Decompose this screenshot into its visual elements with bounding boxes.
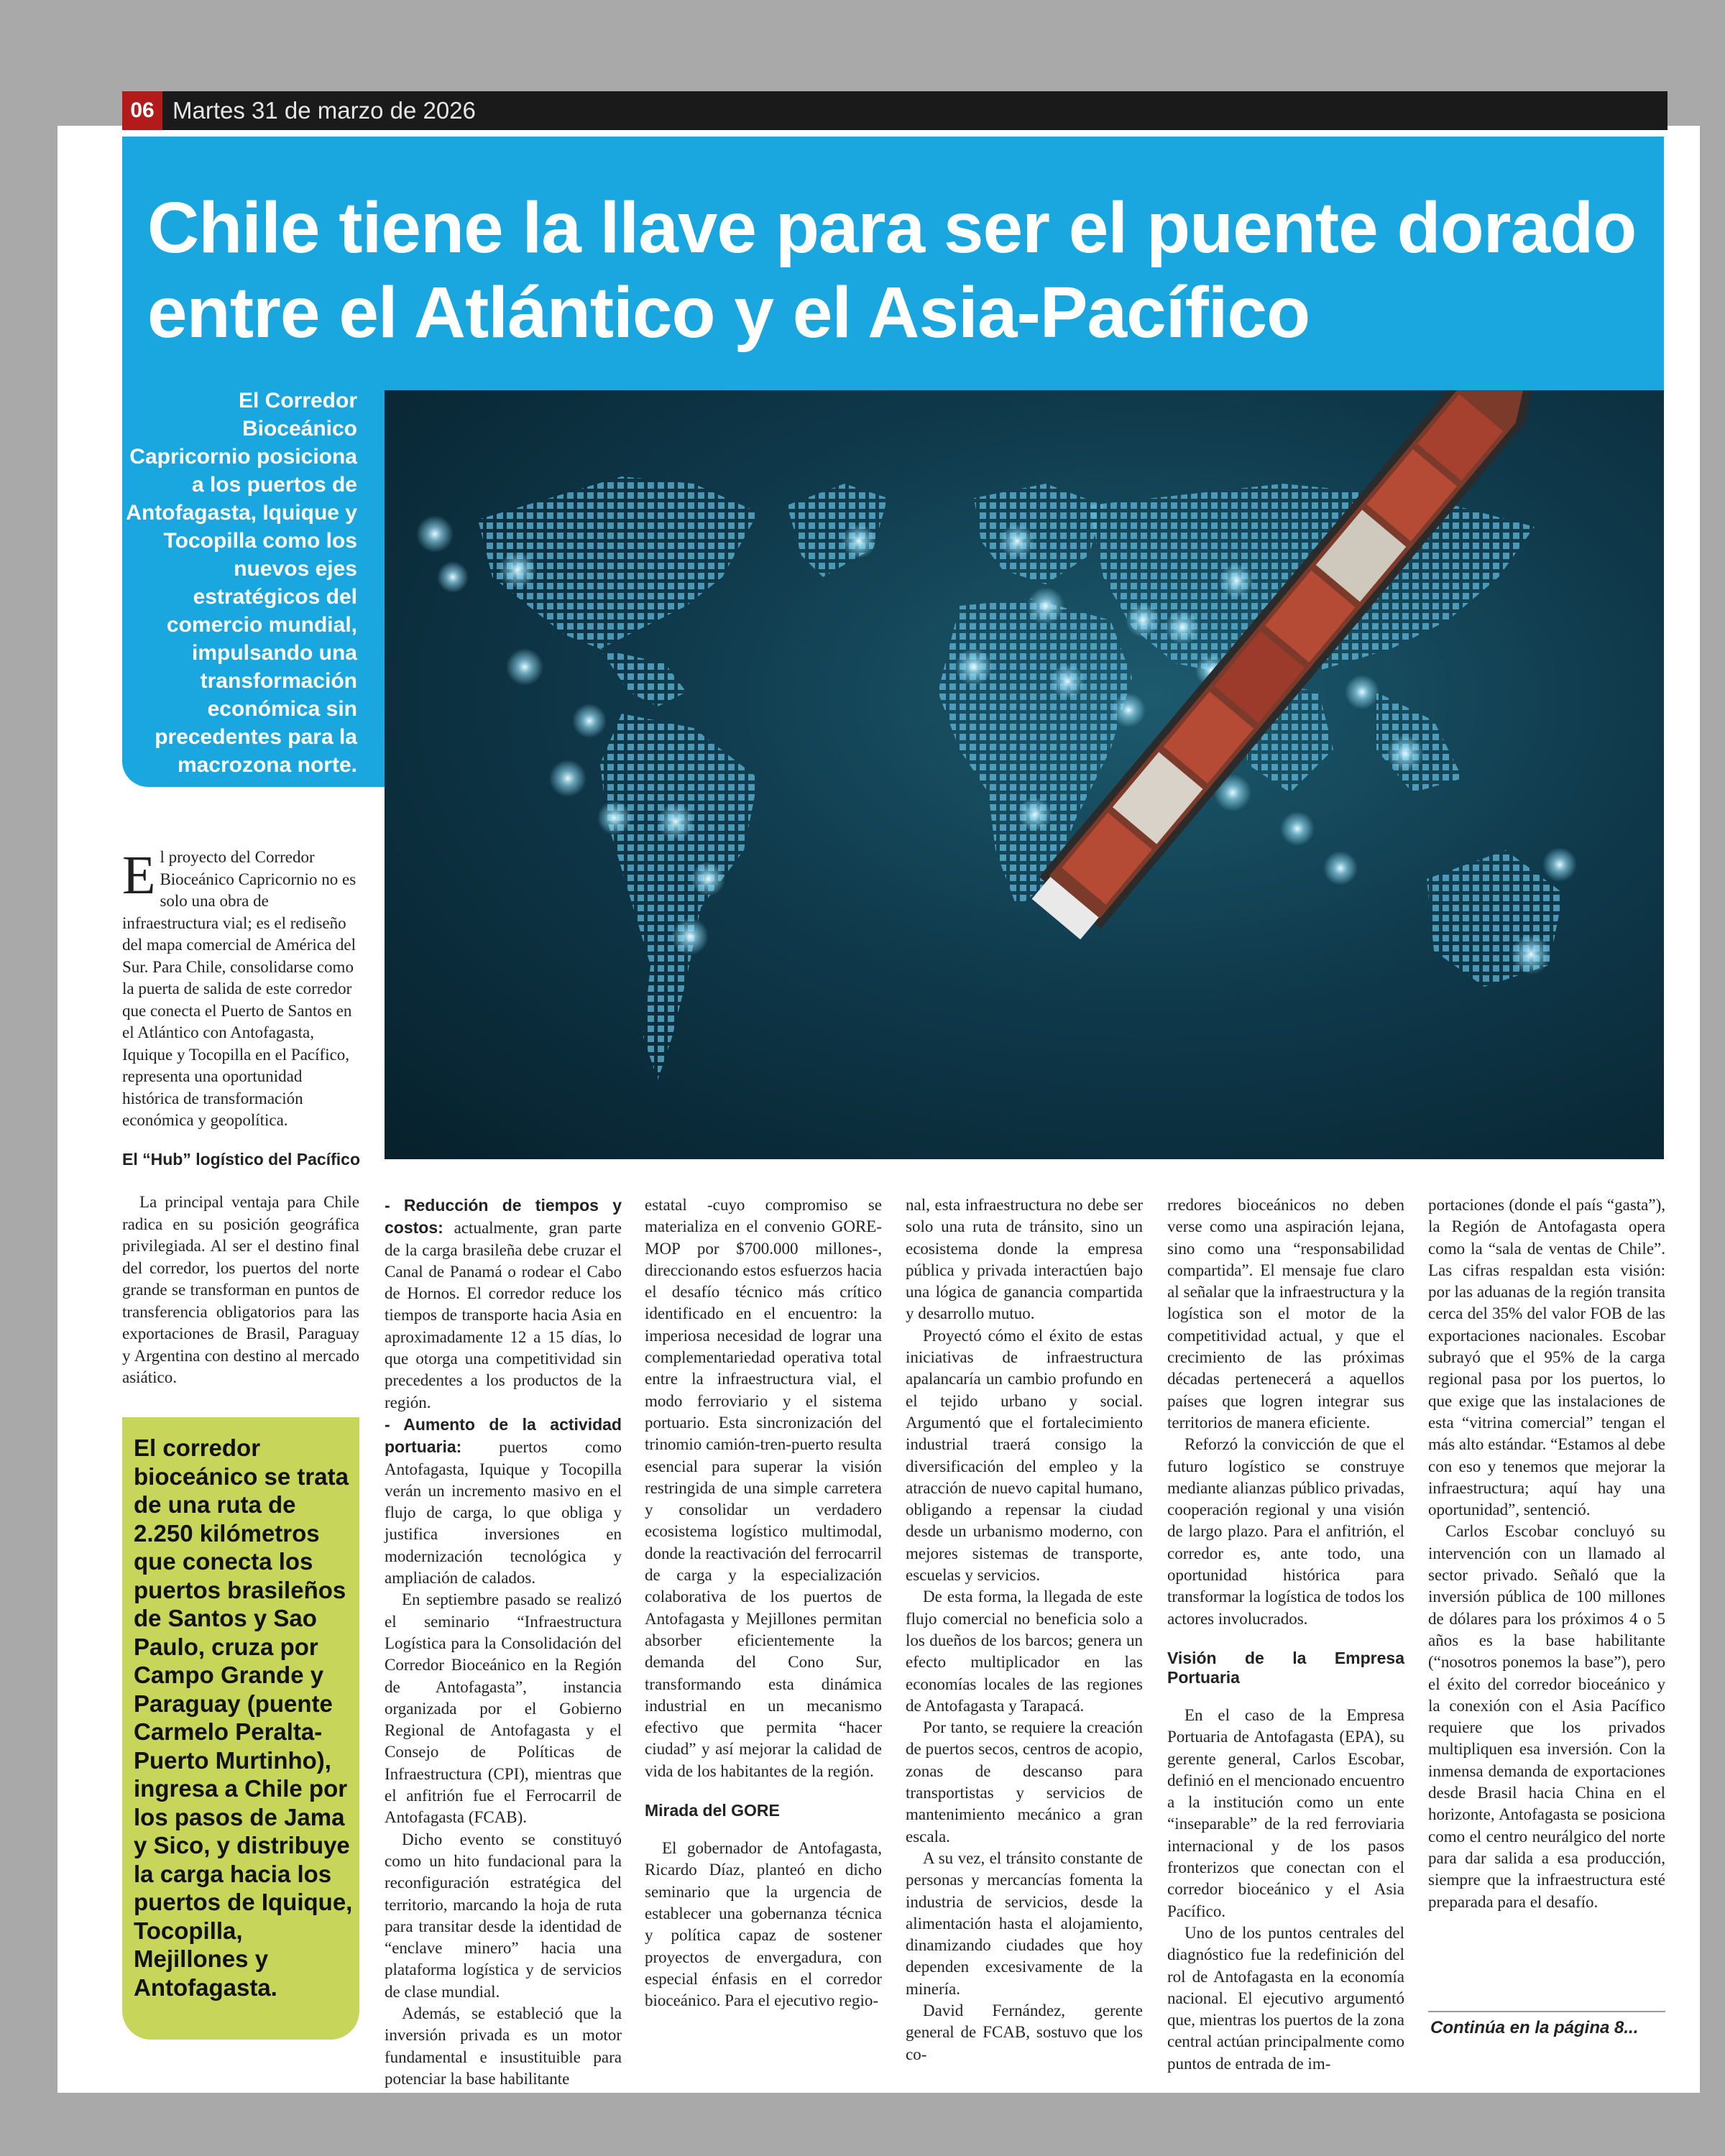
paragraph: Reforzó la convicción de que el futuro logístico se construye mediante alianzas público privadas, cooperación regional y una visión de largo plazo. Para el anfitrión, el corredor es, ante todo, una oportunidad histórica para transformar la logística de todos los actores involucrados. <box>1167 1435 1404 1628</box>
bullet-costs <box>385 1194 622 1414</box>
pull-quote: El corredor bioceánico se trata de una ruta de 2.250 kilómetros que conecta los puertos brasileños de Santos y Sao Paulo, cruza por Campo Grande y Paraguay (puente Carmelo Peralta-Puerto Murtinho), ingresa a Chile por los pasos de Jama y Sico, y distribuye la carga hacia los puertos de Iquique, Tocopilla, Mejillones y Antofagasta. <box>134 1434 353 2001</box>
column-5 <box>1167 1194 1404 2075</box>
paragraph: En el caso de la Empresa Portuaria de Antofagasta (EPA), su gerente general, Carlos Escobar, definió en el mencionado encuentro a la institución como un ente “inseparable” de la red ferroviaria internacional y de los pasos fronterizos que conectan con el corredor bioceánico y el Asia Pacífico. <box>1167 1705 1404 1920</box>
column-3 <box>645 1194 882 2012</box>
paragraph: Por tanto, se requiere la creación de puertos secos, centros de acopio, zonas de descanso para transportistas y servicios de mantenimiento mecánico a gran escala. <box>906 1718 1143 1846</box>
paragraph: Proyectó cómo el éxito de estas iniciativas de infraestructura apalancaría un cambio profundo en el tejido urbano y social. Argumentó que el fortalecimiento industrial traerá consigo la diversificación del empleo y la atracción de nuevo capital humano, obligando a repensar la ciudad desde un urbanismo moderno, con mejores sistemas de transporte, escuelas y servicios. <box>906 1326 1143 1585</box>
paragraph: En septiembre pasado se realizó el seminario “Infraestructura Logística para la Consolidación del Corredor Bioceánico en la Región de Antofagasta”, instancia organizada por el Gobierno Regional de Antofagasta y el Consejo de Políticas de Infraestructura (CPI), mientras que el anfitrión fue el Ferrocarril de Antofagasta (FCAB). <box>385 1590 622 1827</box>
intro-paragraph <box>122 847 359 1132</box>
paragraph: De esta forma, la llegada de este flujo comercial no beneficia solo a los dueños de los barcos; genera un efecto multiplicador en las economías locales de las regiones de Antofagasta y Tarapacá. <box>906 1588 1143 1715</box>
bullet-ports <box>385 1414 622 1589</box>
subhead-hub: El “Hub” logístico del Pacífico <box>122 1150 360 1169</box>
paragraph: Dicho evento se constituyó como un hito fundacional para la reconfiguración estratégica del territorio, marcando la hoja de ruta para transitar desde la identidad de “enclave minero” hacia una plataforma logística y de servicios de clase mundial. <box>385 1830 622 2001</box>
continues-link[interactable]: Continúa en la página 8... <box>1430 2018 1639 2037</box>
continues-rule <box>1428 2011 1665 2012</box>
page-date: Martes 31 de marzo de 2026 <box>172 97 476 124</box>
photo-illustration <box>385 390 1664 1159</box>
paragraph: A su vez, el tránsito constante de personas y mercancías fomenta la industria de servicios, desde la alimentación hasta el alojamiento, dinamizando ciudades que hoy dependen excesivamente de la minería. <box>906 1848 1143 1998</box>
subhead-epa: Visión de la Empresa Portuaria <box>1167 1648 1404 1687</box>
paragraph: Carlos Escobar concluyó su intervención con un llamado al sector privado. Señaló que la inversión pública de 100 millones de dólares para los próximos 4 o 5 años es la base habilitante (“nosotros ponemos la base”), pero el éxito del corredor bioceánico y la conexión con el Asia Pacífico requiere que los privados multipliquen esa inversión. Con la inmensa demanda de exportaciones desde Brasil hacia China en el horizonte, Antofagasta se posiciona como el centro neurálgico del norte para dar salida a esa producción, siempre que la infraestructura esté preparada para el desafío. <box>1428 1522 1665 1911</box>
container-ship-photo <box>385 390 1664 1159</box>
paragraph: estatal -cuyo compromiso se materializa en el convenio GORE-MOP por $700.000 millones-, direccionando estos esfuerzos hacia el desafío técnico más crítico identificado en el encuentro: la imperiosa necesidad de lograr una complementariedad operativa total entre la infraestructura vial, el modo ferroviario y el sistema portuario. Esta sincronización del trinomio camión-tren-puerto resulta esencial para superar la visión restringida de una simple carretera y consolidar un verdadero ecosistema logístico multimodal, donde la reactivación del ferrocarril de carga y la especialización colaborativa de los puertos de Antofagasta y Mejillones permitan absorber eficientemente la demanda del Cono Sur, transformando esta dinámica industrial en un mecanismo efectivo que permita “hacer ciudad” y así mejorar la calidad de vida de los habitantes de la región. <box>645 1196 882 1780</box>
page-number: 06 <box>122 91 162 130</box>
hub-paragraph: La principal ventaja para Chile radica en su posición geográfica privilegiada. Al ser el destino final del corredor, los puertos del norte grande se transforman en puntos de transferencia obligatorios para las exportaciones de Brasil, Paraguay y Argentina con destino al mercado asiático. <box>122 1193 359 1386</box>
paragraph: portaciones (donde el país “gasta”), la Región de Antofagasta opera como la “sala de ventas de Chile”. Las cifras respaldan esta visión: por las aduanas de la región transita cerca del 35% del valor FOB de las exportaciones nacionales. Escobar subrayó que el 95% de la carga regional pasa por los puertos, lo que exige que las instalaciones de esta “vitrina comercial” tengan el más alto estándar. “Estamos al debe con eso y tenemos que mejorar la infraestructura; aquí hay una oportunidad”, sentenció. <box>1428 1196 1665 1519</box>
paragraph: El gobernador de Antofagasta, Ricardo Díaz, planteó en dicho seminario que la urgencia de establecer una gobernanza técnica y política capaz de sostener proyectos de envergadura, con especial énfasis en el corredor bioceánico. Para el ejecutivo regio- <box>645 1839 882 2010</box>
lede: El Corredor Bioceánico Capricornio posiciona a los puertos de Antofagasta, Iquique y Tocopilla como los nuevos ejes estratégicos del comercio mundial, impulsando una transformación económica sin precedentes para la macrozona norte. <box>126 389 357 777</box>
intro-text: l proyecto del Corredor Bioceánico Capricornio no es solo una obra de infraestructura vial; es el rediseño del mapa comercial de América del Sur. Para Chile, consolidarse como la puerta de salida de este corredor que conecta el Puerto de Santos en el Atlántico con Antofagasta, Iquique y Tocopilla en el Pacífico, representa una oportunidad histórica de transformación económica y geopolítica. <box>122 848 356 1129</box>
bullet-costs-lead: - Reducción de tiempos y costos: <box>385 1196 622 1238</box>
paragraph: rredores bioceánicos no deben verse como una aspiración lejana, sino como una “responsabilidad compartida”. El mensaje fue claro al señalar que la infraestructura y la logística son el motor de la competitividad actual, y que el crecimiento de las próximas décadas pertenecerá a aquellos países que logren integrar sus territorios de manera eficiente. <box>1167 1196 1404 1432</box>
subhead-gore: Mirada del GORE <box>645 1801 780 1820</box>
headline: Chile tiene la llave para ser el puente dorado entre el Atlántico y el Asia-Pacífico <box>147 188 1637 353</box>
bullet-ports-text: puertos como Antofagasta, Iquique y Tocopilla verán un incremento masivo en el flujo de carga, lo que obliga y justifica inversiones en modernización tecnológica y ampliación de calados. <box>385 1438 622 1588</box>
paragraph: Además, se estableció que la inversión privada es un motor fundamental e insustituible para potenciar la base habilitante <box>385 2004 622 2088</box>
column-4 <box>906 1194 1143 2065</box>
bullet-costs-text: actualmente, gran parte de la carga brasileña debe cruzar el Canal de Panamá o rodear el Cabo de Hornos. El corredor reduce los tiempos de transporte hacia Asia en aproximadamente 12 a 15 días, lo que otorga una competitividad sin precedentes a los productos de la región. <box>385 1219 622 1411</box>
column-2 <box>385 1194 622 2090</box>
column-6 <box>1428 1194 1665 1913</box>
drop-cap: E <box>122 845 156 906</box>
paragraph: Uno de los puntos centrales del diagnóstico fue la redefinición del rol de Antofagasta en la economía nacional. El ejecutivo argumentó que, mientras los puertos de la zona central actúan principalmente como puntos de entrada de im- <box>1167 1923 1404 2073</box>
paragraph: nal, esta infraestructura no debe ser solo una ruta de tránsito, sino un ecosistema donde la empresa pública y privada interactúen bajo una lógica de ganancia compartida y desarrollo mutuo. <box>906 1196 1143 1323</box>
bullet-ports-lead: - Aumento de la actividad portuaria: <box>385 1414 622 1457</box>
paragraph: David Fernández, gerente general de FCAB, sostuvo que los co- <box>906 2001 1143 2063</box>
